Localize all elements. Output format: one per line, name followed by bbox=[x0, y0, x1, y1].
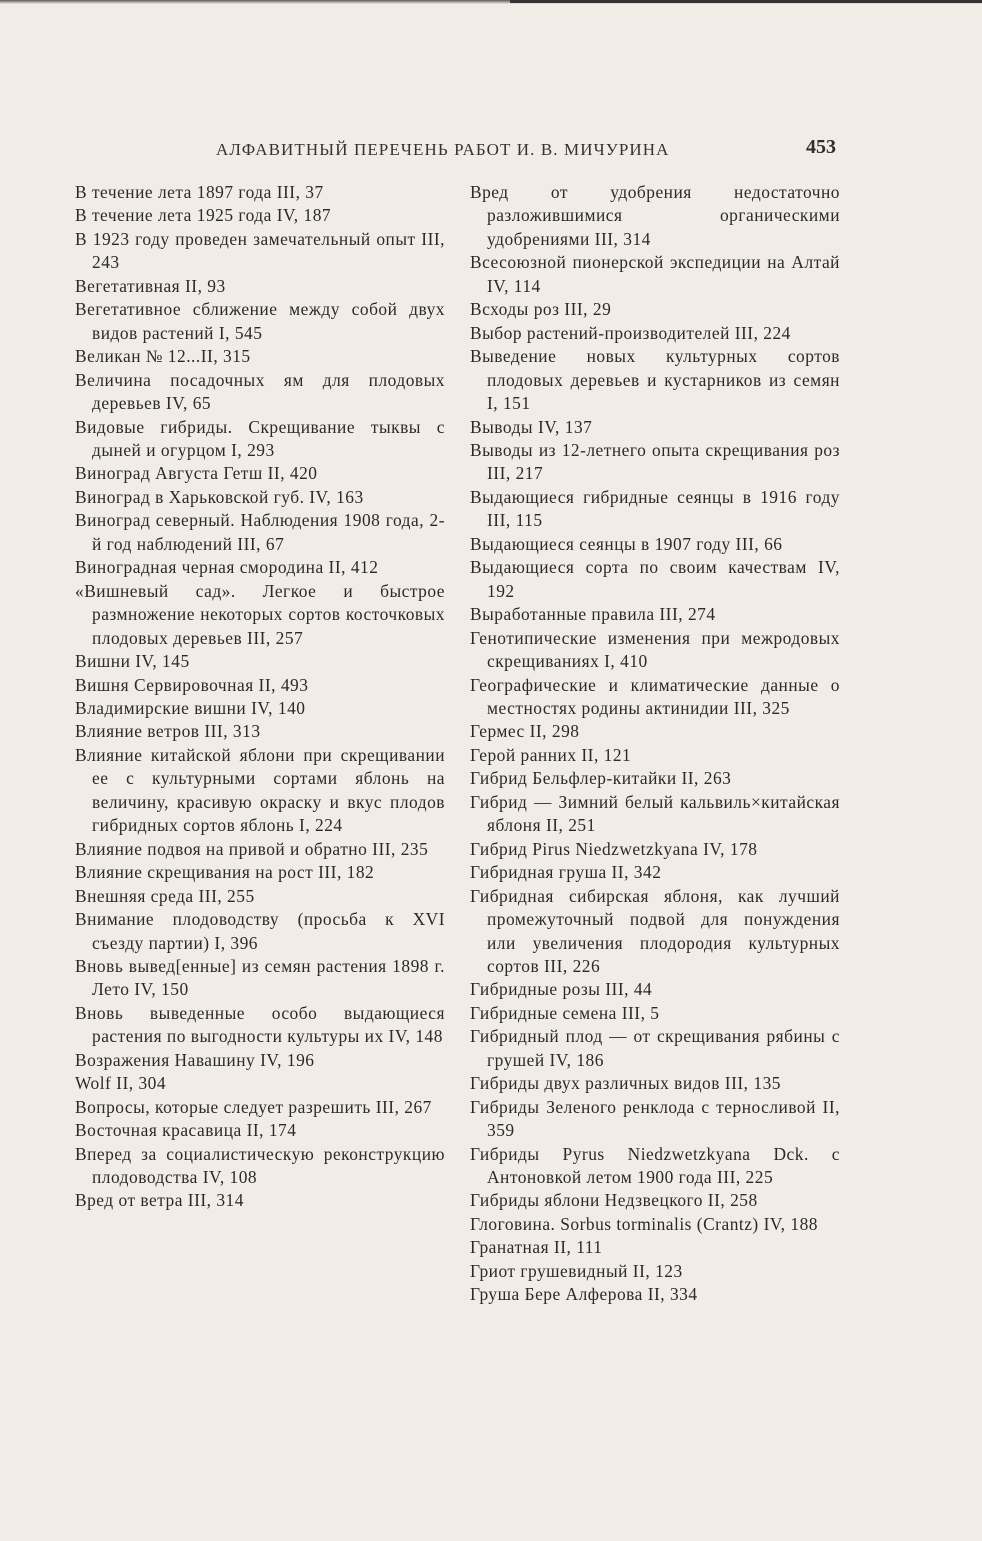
index-entry: Гермес II, 298 bbox=[470, 721, 580, 742]
index-entry: Выводы из 12-летнего опыта скрещивания роз III, 217 bbox=[470, 439, 840, 484]
index-entry: Гибриды Pyrus Niedzwetzkyana Dck. с Антоновкой летом 1900 года III, 225 bbox=[470, 1143, 840, 1188]
index-entry: Выдающиеся сеянцы в 1907 году III, 66 bbox=[470, 533, 783, 554]
index-entry: Виноград в Харьковской губ. IV, 163 bbox=[75, 486, 364, 507]
index-entry: В 1923 году проведен замечательный опыт III, 243 bbox=[75, 228, 445, 273]
index-entry: Гибриды яблони Недзвецкого II, 258 bbox=[470, 1190, 758, 1211]
index-entry: Вред от удобрения недостаточно разложившимися органическими удобрениями III, 314 bbox=[470, 182, 840, 249]
index-entry: Виноградная черная смородина II, 412 bbox=[75, 557, 379, 578]
index-entry: Выдающиеся сорта по своим качествам IV, 192 bbox=[470, 557, 840, 601]
index-entry: Видовые гибриды. Скрещивание тыквы с дыней и огурцом I, 293 bbox=[75, 416, 445, 460]
index-entry: Владимирские вишни IV, 140 bbox=[75, 697, 306, 718]
index-entry: В течение лета 1897 года III, 37 bbox=[75, 182, 324, 202]
index-entry: Гибрид — Зимний белый кальвиль×китайская яблоня II, 251 bbox=[470, 791, 840, 836]
index-entry: Влияние подвоя на привой и обратно III, 235 bbox=[75, 838, 429, 859]
index-entry: Выработанные правила III, 274 bbox=[470, 604, 716, 625]
right-column bbox=[470, 181, 840, 1307]
running-title: АЛФАВИТНЫЙ ПЕРЕЧЕНЬ РАБОТ И. В. МИЧУРИНА bbox=[216, 140, 670, 159]
index-entry: Гибридные семена III, 5 bbox=[470, 1002, 660, 1023]
page-number: 453 bbox=[806, 136, 836, 158]
index-entry: Виноград Августа Гетш II, 420 bbox=[75, 463, 318, 484]
index-entry: Влияние скрещивания на рост III, 182 bbox=[75, 862, 375, 883]
index-entry: Вперед за социалистическую реконструкцию плодоводства IV, 108 bbox=[75, 1143, 445, 1188]
index-entry: Возражения Навашину IV, 196 bbox=[75, 1049, 315, 1070]
index-entry: Глоговина. Sorbus torminalis (Crantz) IV, 188 bbox=[470, 1213, 818, 1234]
index-entry: Вновь выведенные особо выдающиеся растения по выгодности культуры их IV, 148 bbox=[75, 1002, 445, 1047]
index-entry: Вегетативная II, 93 bbox=[75, 275, 226, 296]
index-entry: Вишня Сервировочная II, 493 bbox=[75, 674, 309, 695]
index-entry: Гибриды двух различных видов III, 135 bbox=[470, 1073, 781, 1094]
index-entry: «Вишневый сад». Легкое и быстрое размножение некоторых сортов косточковых плодовых деревьев III, 257 bbox=[75, 580, 445, 648]
index-entry: Выведение новых культурных сортов плодовых деревьев и кустарников из семян I, 151 bbox=[470, 346, 840, 414]
index-entry: Вишни IV, 145 bbox=[75, 651, 190, 672]
index-entry: Вновь вывед[енные] из семян растения 1898 г. Лето IV, 150 bbox=[75, 955, 445, 1000]
index-entry: Географические и климатические данные о местностях родины актинидии III, 325 bbox=[470, 674, 840, 718]
index-entry: Всесоюзной пионерской экспедиции на Алтай IV, 114 bbox=[470, 252, 840, 296]
index-entry: В течение лета 1925 года IV, 187 bbox=[75, 205, 332, 226]
index-entry: Виноград северный. Наблюдения 1908 года, 2-й год наблюдений III, 67 bbox=[75, 510, 445, 554]
index-entry: Гибридная сибирская яблоня, как лучший промежуточный подвой для понуждения или увеличения плодородия культурных сортов III, 226 bbox=[470, 885, 840, 976]
index-entry: Гибриды Зеленого ренклода с терносливой II, 359 bbox=[470, 1096, 840, 1141]
index-entry: Влияние китайской яблони при скрещивании ее с культурными сортами яблонь на величину, красивую окраску и вкус плодов гибридных сортов яблонь I, 224 bbox=[75, 744, 445, 836]
index-entry: Гибридный плод — от скрещивания рябины с грушей IV, 186 bbox=[470, 1026, 840, 1070]
index-entry: Внимание плодоводству (просьба к XVI съезду партии) I, 396 bbox=[75, 909, 445, 953]
index-entry: Величина посадочных ям для плодовых деревьев IV, 65 bbox=[75, 369, 445, 414]
index-entry: Выводы IV, 137 bbox=[470, 416, 593, 437]
index-entry: Великан № 12...II, 315 bbox=[75, 346, 251, 367]
index-entry: Герой ранних II, 121 bbox=[470, 744, 632, 765]
index-entry: Гибрид Бельфлер-китайки II, 263 bbox=[470, 768, 732, 789]
index-entry: Генотипические изменения при межродовых скрещиваниях I, 410 bbox=[470, 627, 840, 672]
index-entry: Выдающиеся гибридные сеянцы в 1916 году III, 115 bbox=[470, 486, 840, 531]
index-entry: Всходы роз III, 29 bbox=[470, 299, 612, 320]
binding-shadow bbox=[510, 0, 982, 3]
index-entry: Вред от ветра III, 314 bbox=[75, 1190, 244, 1211]
index-entry: Груша Бере Алферова II, 334 bbox=[470, 1284, 698, 1305]
page-header bbox=[0, 136, 982, 166]
index-entry: Гибридная груша II, 342 bbox=[470, 862, 662, 883]
index-entry: Восточная красавица II, 174 bbox=[75, 1120, 297, 1141]
index-entry: Вегетативное сближение между собой двух видов растений I, 545 bbox=[75, 299, 445, 343]
index-entry: Влияние ветров III, 313 bbox=[75, 721, 261, 742]
index-entry: Гранатная II, 111 bbox=[470, 1237, 603, 1258]
index-entry: Гибридные розы III, 44 bbox=[470, 979, 653, 1000]
index-entry: Выбор растений-производителей III, 224 bbox=[470, 322, 791, 343]
index-entry: Гибрид Pirus Niedzwetzkyana IV, 178 bbox=[470, 838, 758, 859]
left-column bbox=[75, 181, 445, 1213]
index-entry: Гриот грушевидный II, 123 bbox=[470, 1260, 683, 1281]
index-entry: Вопросы, которые следует разрешить III, 267 bbox=[75, 1096, 432, 1117]
index-entry: Внешняя среда III, 255 bbox=[75, 885, 255, 906]
index-entry: Wolf II, 304 bbox=[75, 1073, 167, 1094]
